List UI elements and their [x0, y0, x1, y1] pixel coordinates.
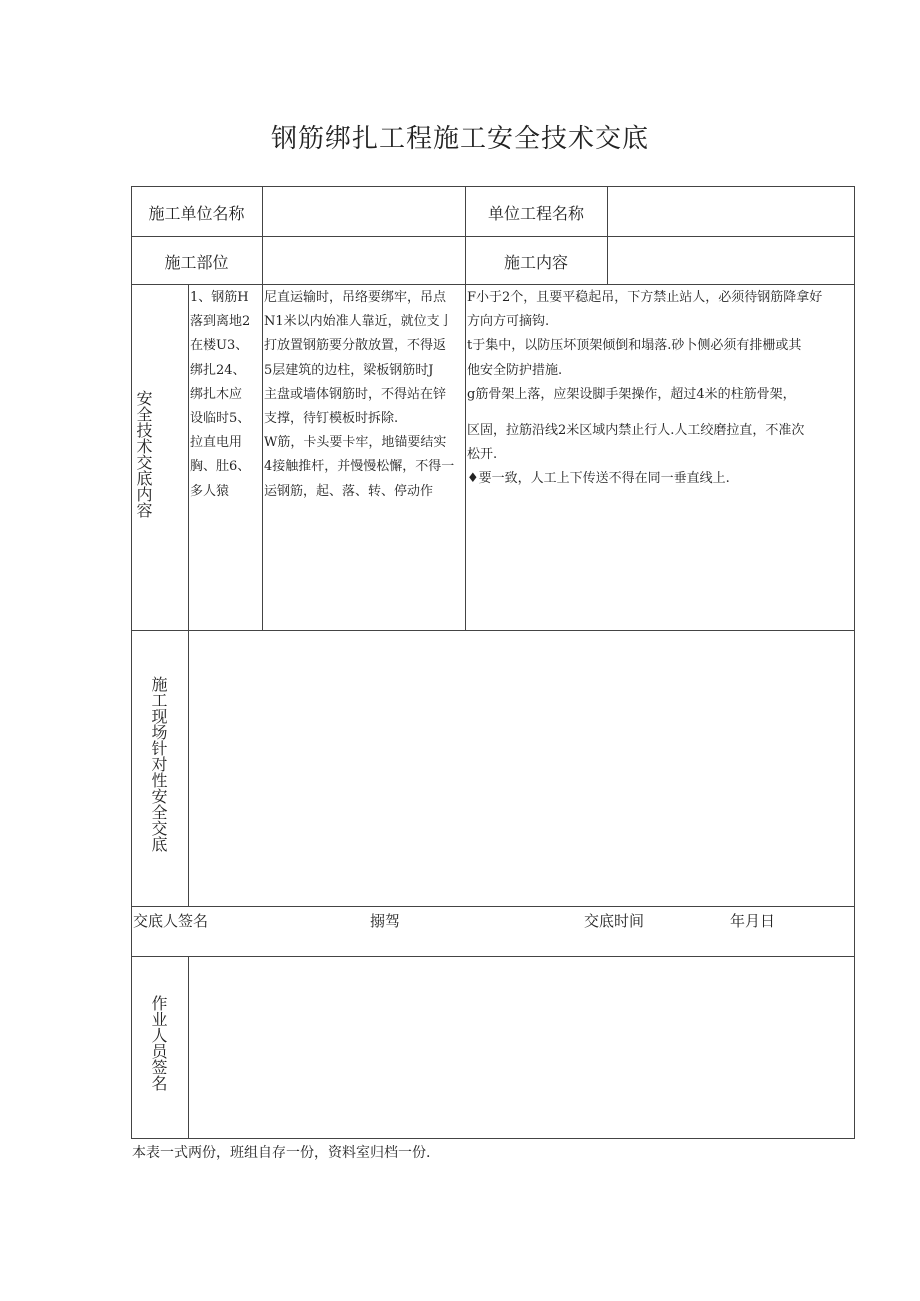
- worker-signature-area[interactable]: [189, 957, 854, 1138]
- safety-col-1-line: 绑扎木应: [190, 386, 243, 402]
- content-label: 施工内容: [503, 253, 568, 272]
- signer-label: 交底人签名: [133, 912, 209, 930]
- receiver-label: 搦驾: [370, 912, 401, 930]
- safety-col-1: [190, 286, 262, 504]
- safety-col-2-line: 打放置钢筋要分散放置，不得返: [264, 338, 447, 354]
- safety-col-3-line: t于集中，以防压坏顶架倾倒和塌落.砂卜侧必须有排栅或其: [467, 338, 802, 354]
- safety-section-label: 安全技术交底内容: [134, 390, 153, 518]
- safety-col-3: [467, 286, 854, 492]
- safety-col-2-line: 运钢筋，起、落、转、停动作: [264, 483, 434, 499]
- safety-col-1-line: 胸、肚6、: [190, 459, 251, 475]
- page-title: 钢筋绑扎工程施工安全技术交底: [270, 124, 649, 154]
- safety-col-2-line: 支撑，待钉模板时拆除.: [264, 411, 399, 427]
- location-value[interactable]: [263, 237, 464, 283]
- safety-col-3-line: 他安全防护措施.: [467, 362, 563, 378]
- safety-col-3-line: g筋骨架上落，应架设脚手架操作，超过4米的柱筋骨架，: [467, 386, 796, 402]
- safety-col-2-line: W筋，卡头要卡牢，地锚要结实: [264, 435, 447, 451]
- site-section-content[interactable]: [189, 631, 854, 906]
- safety-col-3-line: F小于2个，且要平稳起吊，下方禁止站人，必须待钢筋降拿好: [467, 290, 823, 305]
- safety-col-1-line: 设临时5、: [190, 411, 251, 427]
- safety-col-1-line: 在楼U3、: [190, 338, 249, 354]
- safety-col-3-line: 松开.: [467, 447, 498, 463]
- safety-col-3-line: [467, 407, 854, 419]
- safety-col-2: [264, 286, 466, 504]
- safety-col-2-line: 5层建筑的边柱，梁板钢筋时J: [264, 362, 434, 378]
- safety-col-2-line: 尼直运输时，吊络要绑牢，吊点: [264, 290, 447, 305]
- safety-col-3-line: 方向方可摘钩.: [467, 314, 550, 330]
- footer-note: 本表一式两份，班组自存一份，资料室归档一份.: [132, 1145, 431, 1161]
- safety-col-3-line: ♦要一致，人工上下传送不得在同一垂直线上.: [467, 471, 730, 487]
- worker-section-label: 作业人员签名: [149, 995, 168, 1091]
- project-name-label: 单位工程名称: [487, 204, 584, 223]
- date-label: 年月日: [730, 912, 776, 930]
- safety-col-2-line: 4接触推杆，并慢慢松懈，不得一: [264, 459, 455, 475]
- safety-col-1-line: 落到离地2: [190, 314, 251, 330]
- site-section-label: 施工现场针对性安全交底: [149, 676, 168, 852]
- location-label: 施工部位: [164, 253, 229, 272]
- safety-col-2-line: 主盘或墙体钢筋时，不得站在锌: [264, 386, 447, 402]
- safety-col-2-line: N1米以内始准人靠近，就位支亅: [264, 314, 453, 330]
- project-name-value[interactable]: [608, 187, 854, 235]
- unit-name-value[interactable]: [263, 187, 464, 235]
- unit-name-label: 施工单位名称: [148, 204, 245, 223]
- time-label: 交底时间: [584, 912, 645, 930]
- safety-col-3-line: 区固，拉筋沿线2米区域内禁止行人.人工绞磨拉直，不准次: [467, 423, 805, 439]
- safety-col-1-line: 1、钢筋H: [190, 290, 249, 305]
- safety-col-1-line: 多人猿: [190, 483, 230, 499]
- safety-col-1-line: 拉直电用: [190, 435, 243, 451]
- safety-col-1-line: 绑扎24、: [190, 362, 246, 378]
- content-value[interactable]: [608, 237, 854, 283]
